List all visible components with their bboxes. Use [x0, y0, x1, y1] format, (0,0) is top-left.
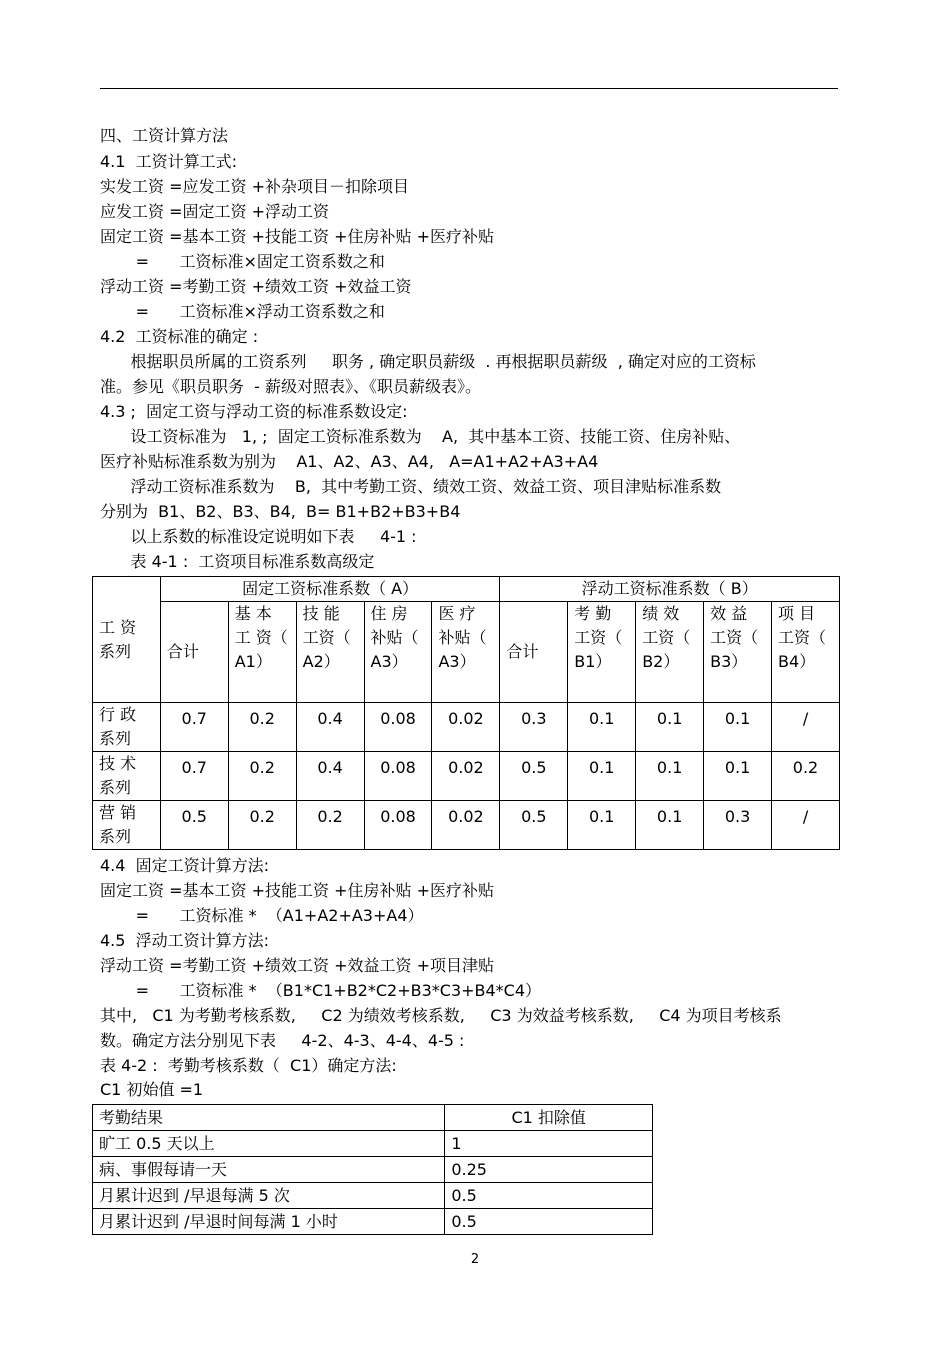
value-cell: 0.3: [500, 703, 568, 752]
value-cell: 0.08: [364, 703, 432, 752]
value-cell: 0.1: [568, 752, 636, 801]
value-cell: 0.1: [636, 703, 704, 752]
subheader-cell: 项 目 工资（ B4）: [772, 602, 840, 703]
table-row: [93, 752, 840, 801]
table2-header-value: C1 扣除值: [445, 1105, 653, 1131]
deduction-cell: 0.5: [445, 1183, 653, 1209]
text-line: = 工资标准 * （B1*C1+B2*C2+B3*C3+B4*C4）: [100, 981, 542, 1000]
deduction-cell: 1: [445, 1131, 653, 1157]
text-line: 数。确定方法分别见下表 4-2、4-3、4-4、4-5 :: [100, 1031, 465, 1050]
text-line: = 工资标准×浮动工资系数之和: [100, 302, 385, 321]
value-cell: 0.5: [160, 801, 228, 850]
subheader-cell: 住 房 补贴（ A3）: [364, 602, 432, 703]
table-row: [93, 1209, 653, 1235]
value-cell: 0.4: [296, 703, 364, 752]
table-row: [93, 1183, 653, 1209]
value-cell: 0.2: [228, 703, 296, 752]
series-name-cell: 营 销 系列: [93, 801, 161, 850]
value-cell: 0.08: [364, 801, 432, 850]
value-cell: 0.2: [228, 801, 296, 850]
result-cell: 月累计迟到 /早退时间每满 1 小时: [93, 1209, 445, 1235]
value-cell: 0.5: [500, 752, 568, 801]
subheader-cell: 合计: [160, 602, 228, 703]
text-line: 四、工资计算方法: [100, 126, 229, 145]
value-cell: 0.02: [432, 801, 500, 850]
text-line: 其中, C1 为考勤考核系数, C2 为绩效考核系数, C3 为效益考核系数, C4 为项目考核系: [100, 1006, 782, 1025]
table-4-1: [92, 576, 840, 850]
value-cell: 0.2: [228, 752, 296, 801]
value-cell: 0.1: [636, 801, 704, 850]
value-cell: 0.7: [160, 752, 228, 801]
table-row: [93, 801, 840, 850]
table-row: [93, 703, 840, 752]
text-line: 表 4-2 : 考勤考核系数（ C1）确定方法:: [100, 1056, 397, 1075]
text-line: 4.1 工资计算工式:: [100, 152, 238, 171]
series-name-cell: 行 政 系列: [93, 703, 161, 752]
result-cell: 旷工 0.5 天以上: [93, 1131, 445, 1157]
text-line: 分别为 B1、B2、B3、B4, B= B1+B2+B3+B4: [100, 502, 461, 521]
row-header-cell: 工 资 系列: [93, 577, 161, 703]
value-cell: 0.02: [432, 703, 500, 752]
table-4-2: [92, 1104, 653, 1235]
subheader-cell: 基 本 工 资（ A1）: [228, 602, 296, 703]
text-line: 浮动工资 =考勤工资 +绩效工资 +效益工资 +项目津贴: [100, 956, 494, 975]
value-cell: 0.1: [636, 752, 704, 801]
subheader-cell: 效 益 工资（ B3）: [704, 602, 772, 703]
value-cell: 0.7: [160, 703, 228, 752]
value-cell: 0.1: [568, 703, 636, 752]
subheader-cell: 考 勤 工资（ B1）: [568, 602, 636, 703]
group-float-header: 浮动工资标准系数（ B）: [500, 577, 840, 602]
text-line: 应发工资 =固定工资 +浮动工资: [100, 202, 329, 221]
text-line: 浮动工资标准系数为 B, 其中考勤工资、绩效工资、效益工资、项目津贴标准系数: [100, 477, 722, 496]
result-cell: 月累计迟到 /早退每满 5 次: [93, 1183, 445, 1209]
subheader-cell: 技 能 工资（ A2）: [296, 602, 364, 703]
text-line: 以上系数的标准设定说明如下表 4-1 :: [100, 527, 417, 546]
text-line: C1 初始值 =1: [100, 1080, 204, 1099]
value-cell: 0.1: [704, 703, 772, 752]
value-cell: 0.3: [704, 801, 772, 850]
deduction-cell: 0.5: [445, 1209, 653, 1235]
table-row: [93, 1131, 653, 1157]
value-cell: 0.5: [500, 801, 568, 850]
subheader-cell: 合计: [500, 602, 568, 703]
text-line: 4.3 ; 固定工资与浮动工资的标准系数设定:: [100, 402, 408, 421]
text-line: 4.2 工资标准的确定 :: [100, 327, 259, 346]
text-line: 固定工资 =基本工资 +技能工资 +住房补贴 +医疗补贴: [100, 881, 494, 900]
value-cell: 0.4: [296, 752, 364, 801]
header-rule: [100, 88, 838, 89]
text-line: 根据职员所属的工资系列 职务 , 确定职员薪级 . 再根据职员薪级 , 确定对应的工资标: [100, 352, 756, 371]
text-line: 医疗补贴标准系数为别为 A1、A2、A3、A4, A=A1+A2+A3+A4: [100, 452, 599, 471]
text-line: 实发工资 =应发工资 +补杂项目－扣除项目: [100, 177, 409, 196]
result-cell: 病、事假每请一天: [93, 1157, 445, 1183]
group-fixed-header: 固定工资标准系数（ A）: [160, 577, 500, 602]
table2-header-result: 考勤结果: [93, 1105, 445, 1131]
value-cell: 0.1: [704, 752, 772, 801]
value-cell: 0.08: [364, 752, 432, 801]
text-line: 表 4-1 : 工资项目标准系数高级定: [100, 552, 375, 571]
text-line: = 工资标准 * （A1+A2+A3+A4）: [100, 906, 424, 925]
text-line: 4.5 浮动工资计算方法:: [100, 931, 270, 950]
series-name-cell: 技 术 系列: [93, 752, 161, 801]
text-line: 浮动工资 =考勤工资 +绩效工资 +效益工资: [100, 277, 412, 296]
value-cell: /: [772, 703, 840, 752]
value-cell: /: [772, 801, 840, 850]
value-cell: 0.1: [568, 801, 636, 850]
deduction-cell: 0.25: [445, 1157, 653, 1183]
text-line: 4.4 固定工资计算方法:: [100, 856, 270, 875]
text-line: = 工资标准×固定工资系数之和: [100, 252, 385, 271]
value-cell: 0.02: [432, 752, 500, 801]
text-line: 固定工资 =基本工资 +技能工资 +住房补贴 +医疗补贴: [100, 227, 494, 246]
subheader-cell: 医 疗 补贴（ A3）: [432, 602, 500, 703]
text-line: 准。参见《职员职务 - 薪级对照表》、《职员薪级表》。: [100, 377, 482, 396]
value-cell: 0.2: [296, 801, 364, 850]
text-line: 设工资标准为 1, ; 固定工资标准系数为 A, 其中基本工资、技能工资、住房补贴、: [100, 427, 741, 446]
subheader-cell: 绩 效 工资（ B2）: [636, 602, 704, 703]
page-number: 2: [470, 1252, 480, 1267]
table-row: [93, 1157, 653, 1183]
value-cell: 0.2: [772, 752, 840, 801]
